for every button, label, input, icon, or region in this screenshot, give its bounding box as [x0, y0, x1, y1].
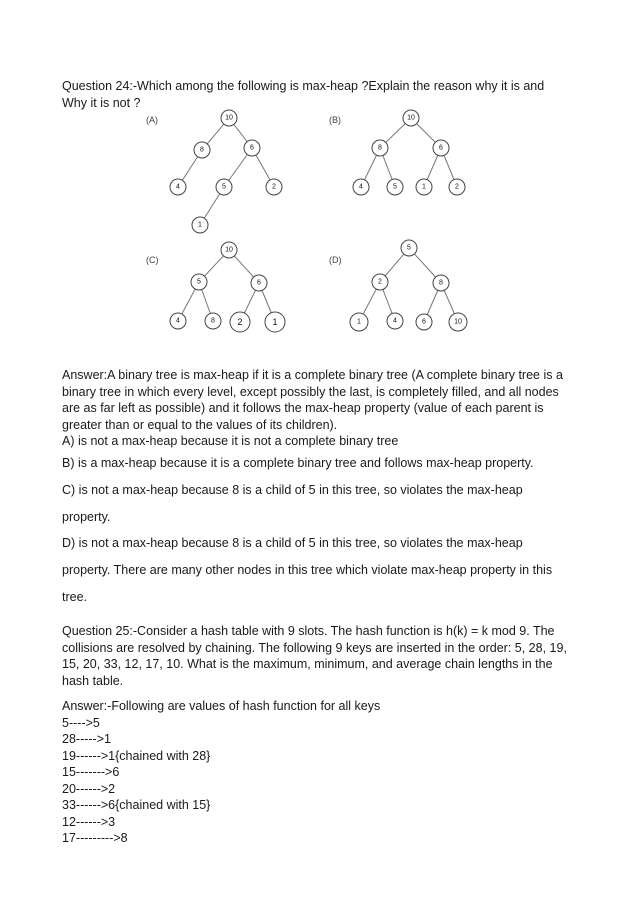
answer-24-line: binary tree in which every level, except possibly the last, is completely filled, and all nodes [62, 384, 559, 399]
question-24-line: Question 24:-Which among the following is max-heap ?Explain the reason why it is and [62, 79, 545, 93]
tree-b-node [416, 179, 432, 195]
tree-d-node [350, 313, 368, 331]
svg-text:1: 1 [272, 317, 278, 327]
tree-a-label: (A) [146, 115, 158, 125]
tree-d-node [387, 313, 403, 329]
tree-b-node [403, 110, 419, 126]
svg-text:8: 8 [378, 144, 382, 152]
question-25-line: collisions are resolved by chaining. The following 9 keys are inserted in the order: 5, 28, 19, [62, 640, 567, 655]
question-25-line: 15, 20, 33, 12, 17, 10. What is the maximum, minimum, and average chain lengths in the [62, 657, 553, 671]
tree-c-node [230, 312, 250, 332]
svg-text:1: 1 [422, 183, 426, 191]
svg-text:6: 6 [257, 279, 261, 287]
tree-d-node [401, 240, 417, 256]
tree-d-node [372, 274, 388, 290]
tree-b-node [433, 140, 449, 156]
question-25-line: Question 25:-Consider a hash table with 9 slots. The hash function is h(k) = k mod 9. The [62, 624, 555, 638]
tree-a [146, 110, 282, 233]
answer-24-option-d: D) is not a max-heap because 8 is a child of 5 in this tree, so violates the max-heap [62, 536, 523, 550]
tree-c-node [265, 312, 285, 332]
answer-25 [62, 698, 582, 847]
tree-b-label: (B) [329, 115, 341, 125]
svg-text:6: 6 [250, 144, 254, 152]
svg-text:5: 5 [197, 278, 201, 286]
tree-a-node [216, 179, 232, 195]
tree-b [329, 110, 465, 195]
svg-text:5: 5 [393, 183, 397, 191]
svg-text:8: 8 [200, 146, 204, 154]
svg-text:4: 4 [359, 183, 363, 191]
tree-c [146, 242, 285, 332]
question-25 [62, 623, 582, 689]
question-25-line: hash table. [62, 673, 124, 688]
svg-text:10: 10 [407, 114, 415, 122]
hash-row: 33------>6{chained with 15} [62, 798, 211, 812]
tree-d [329, 240, 467, 331]
hash-row: 12------>3 [62, 814, 116, 829]
svg-text:4: 4 [393, 317, 397, 325]
tree-a-node [244, 140, 260, 156]
tree-c-node [170, 313, 186, 329]
heap-figure [0, 100, 638, 350]
svg-text:2: 2 [272, 183, 276, 191]
svg-text:6: 6 [422, 318, 426, 326]
tree-c-label: (C) [146, 255, 159, 265]
svg-text:10: 10 [225, 114, 233, 122]
svg-text:6: 6 [439, 144, 443, 152]
hash-row: 19------>1{chained with 28} [62, 748, 211, 763]
answer-24-option-d-end: tree. [62, 590, 88, 604]
answer-24-line: Answer:A binary tree is max-heap if it is a complete binary tree (A complete binary tree is a [62, 368, 563, 382]
tree-c-node [205, 313, 221, 329]
svg-text:8: 8 [439, 279, 443, 287]
answer-24-line: are as far left as possible) and it follows the max-heap property (value of each parent is [62, 401, 544, 415]
svg-text:1: 1 [357, 318, 361, 326]
svg-text:4: 4 [176, 317, 180, 325]
hash-row: 15------->6 [62, 765, 120, 779]
tree-a-node [170, 179, 186, 195]
hash-row: 5---->5 [62, 715, 100, 730]
tree-d-node [433, 275, 449, 291]
question-24-line: Why it is not ? [62, 95, 141, 110]
hash-row: 28----->1 [62, 732, 111, 746]
svg-text:8: 8 [211, 317, 215, 325]
hash-row: 20------>2 [62, 781, 116, 796]
answer-24-option-c: C) is not a max-heap because 8 is a child of 5 in this tree, so violates the max-heap [62, 483, 523, 497]
svg-text:10: 10 [454, 318, 462, 326]
svg-text:10: 10 [225, 246, 233, 254]
tree-b-node [372, 140, 388, 156]
tree-c-node [191, 274, 207, 290]
answer-24-intro [62, 367, 582, 450]
svg-text:5: 5 [222, 183, 226, 191]
svg-text:2: 2 [455, 183, 459, 191]
tree-a-node [192, 217, 208, 233]
tree-d-node [416, 314, 432, 330]
svg-text:1: 1 [198, 221, 202, 229]
tree-a-node [194, 142, 210, 158]
svg-text:2: 2 [378, 278, 382, 286]
tree-b-node [353, 179, 369, 195]
tree-d-node [449, 313, 467, 331]
tree-a-node [221, 110, 237, 126]
svg-text:5: 5 [407, 244, 411, 252]
answer-24-option-b: B) is a max-heap because it is a complete binary tree and follows max-heap property. [62, 456, 534, 470]
answer-24-option-d-cont: property. There are many other nodes in this tree which violate max-heap property in this [62, 563, 553, 577]
tree-c-node [221, 242, 237, 258]
tree-b-node [387, 179, 403, 195]
answer-24-option-c-cont: property. [62, 510, 111, 524]
tree-d-label: (D) [329, 255, 342, 265]
answer-24-line: greater than or equal to the values of its children). [62, 417, 338, 432]
tree-c-node [251, 275, 267, 291]
svg-text:2: 2 [237, 317, 243, 327]
svg-text:4: 4 [176, 183, 180, 191]
tree-a-node [266, 179, 282, 195]
answer-25-intro: Answer:-Following are values of hash function for all keys [62, 699, 381, 713]
hash-row: 17--------->8 [62, 831, 128, 845]
answer-24-option-a: A) is not a max-heap because it is not a complete binary tree [62, 434, 399, 448]
tree-b-node [449, 179, 465, 195]
